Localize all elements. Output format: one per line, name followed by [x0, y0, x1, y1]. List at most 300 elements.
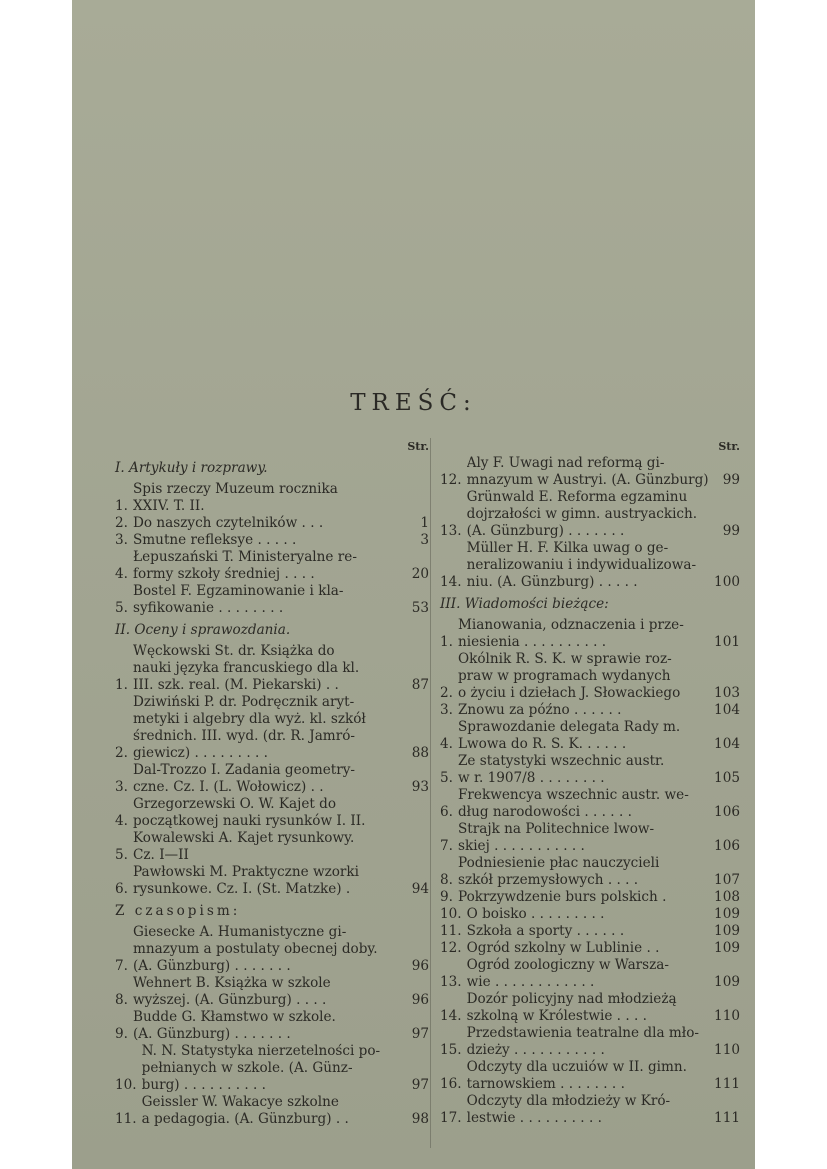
entry-text: Bostel F. Egzaminowanie i kla- — [132, 583, 344, 599]
entry-line — [133, 881, 429, 898]
entry-line — [133, 481, 429, 498]
entry-page-number: 104 — [714, 736, 740, 752]
entry-line — [458, 634, 740, 651]
entry-line — [467, 1025, 740, 1042]
entry-body — [133, 975, 429, 1009]
entry-text: Sprawozdanie delegata Rady m. — [457, 719, 681, 735]
entry-number: 6. — [440, 804, 453, 820]
entry-text: Grzegorzewski O. W. Kajet do — [132, 796, 337, 812]
entry-text: rysunkowe. Cz. I. (St. Matzke) . — [132, 881, 351, 897]
toc-entry — [440, 957, 740, 991]
entry-text: neralizowaniu i indywidualizowa- — [466, 557, 697, 573]
entry-text: tarnowskiem . . . . . . . . — [466, 1076, 625, 1092]
entry-text: Grünwald E. Reforma egzaminu — [466, 489, 688, 505]
entry-body — [133, 583, 429, 617]
entry-text: Ogród szkolny w Lublinie . . — [466, 940, 660, 956]
entry-text: Ze statystyki wszechnic austr. — [457, 753, 665, 769]
entry-number: 9. — [440, 889, 453, 905]
entry-text: Znowu za późno . . . . . . — [457, 702, 622, 718]
entry-body — [467, 991, 740, 1025]
entry-text: Frekwencya wszechnic austr. we- — [457, 787, 689, 803]
toc-entry — [440, 1025, 740, 1059]
entry-line — [467, 489, 740, 506]
entry-number: 7. — [115, 958, 128, 974]
entry-line — [142, 1077, 429, 1094]
document-page — [72, 0, 755, 1169]
entry-page-number: 101 — [714, 634, 740, 650]
entry-line — [458, 804, 740, 821]
entry-page-number: 97 — [411, 1026, 429, 1042]
entry-line — [467, 455, 740, 472]
entry-text: Spis rzeczy Muzeum rocznika — [132, 481, 338, 497]
entry-text: Strajk na Politechnice lwow- — [457, 821, 655, 837]
entry-line — [458, 787, 740, 804]
entry-page-number: 3 — [420, 532, 429, 548]
entry-text: formy szkoły średniej . . . . — [132, 566, 315, 582]
entry-text: Cz. I—II — [132, 847, 189, 863]
entry-line — [467, 574, 740, 591]
entry-line — [142, 1043, 429, 1060]
entry-number: 13. — [440, 974, 462, 990]
entry-page-number: 88 — [411, 745, 429, 761]
entry-text: Dal-Trozzo I. Zadania geometry- — [132, 762, 356, 778]
right-continued-entries — [440, 455, 740, 591]
entry-body — [133, 481, 429, 515]
entry-page-number: 87 — [411, 677, 429, 693]
entry-body — [467, 1093, 740, 1127]
entry-line — [458, 872, 740, 889]
entry-line — [458, 736, 740, 753]
entry-body — [467, 957, 740, 991]
entry-line — [467, 1076, 740, 1093]
entry-line — [467, 974, 740, 991]
entry-page-number: 53 — [411, 600, 429, 616]
entry-number: 14. — [440, 574, 462, 590]
toc-entry — [115, 643, 429, 694]
entry-line — [458, 889, 740, 906]
entry-page-number: 111 — [714, 1110, 740, 1126]
entry-number: 8. — [440, 872, 453, 888]
entry-text: szkolną w Królestwie . . . . — [466, 1008, 647, 1024]
entry-line — [133, 515, 429, 532]
entry-line — [142, 1111, 429, 1128]
toc-entry — [440, 702, 740, 719]
entry-line — [133, 796, 429, 813]
entry-body — [458, 702, 740, 719]
entry-line — [133, 1009, 429, 1026]
entry-page-number: 106 — [714, 804, 740, 820]
entry-body — [458, 889, 740, 906]
toc-entry — [115, 762, 429, 796]
entry-number: 3. — [115, 532, 128, 548]
entry-number: 2. — [440, 685, 453, 701]
toc-entry — [440, 719, 740, 753]
entry-text: burg) . . . . . . . . . . — [141, 1077, 267, 1093]
entry-line — [133, 975, 429, 992]
entry-body — [458, 719, 740, 753]
entry-number: 12. — [440, 472, 462, 488]
entry-line — [467, 923, 740, 940]
entry-body — [142, 1043, 429, 1094]
entry-text: Mianowania, odznaczenia i prze- — [457, 617, 684, 633]
entry-line — [458, 702, 740, 719]
entry-text: dzieży . . . . . . . . . . . — [466, 1042, 605, 1058]
entry-number: 4. — [115, 566, 128, 582]
entry-text: dojrzałości w gimn. austryackich. — [466, 506, 698, 522]
entry-text: Kowalewski A. Kajet rysunkowy. — [132, 830, 355, 846]
entry-body — [458, 753, 740, 787]
entry-text: praw w programach wydanych — [457, 668, 671, 684]
toc-entry — [115, 830, 429, 864]
entry-page-number: 96 — [411, 992, 429, 1008]
entry-body — [133, 1009, 429, 1043]
entry-line — [133, 762, 429, 779]
entry-line — [467, 1093, 740, 1110]
entry-line — [133, 813, 429, 830]
entry-line — [133, 498, 429, 515]
entry-text: mnazyum a postulaty obecnej doby. — [132, 941, 378, 957]
entry-body — [458, 821, 740, 855]
entry-body — [458, 617, 740, 651]
entry-line — [467, 1059, 740, 1076]
entry-number: 15. — [440, 1042, 462, 1058]
entry-number: 5. — [440, 770, 453, 786]
entry-text: giewicz) . . . . . . . . . — [132, 745, 268, 761]
entry-line — [467, 523, 740, 540]
toc-entry — [440, 906, 740, 923]
entry-line — [133, 958, 429, 975]
entry-number: 11. — [440, 923, 462, 939]
entry-body — [133, 515, 429, 532]
toc-entry — [440, 1059, 740, 1093]
page-column-label: Str. — [718, 440, 740, 453]
toc-entry — [115, 515, 429, 532]
left-contents — [115, 460, 429, 1128]
entry-body — [133, 694, 429, 762]
entry-body — [133, 532, 429, 549]
entry-number: 8. — [115, 992, 128, 1008]
entry-body — [467, 923, 740, 940]
entry-line — [133, 600, 429, 617]
entry-text: Odczyty dla młodzieży w Kró- — [466, 1093, 671, 1109]
entry-line — [133, 864, 429, 881]
entry-text: czne. Cz. I. (L. Wołowicz) . . — [132, 779, 324, 795]
entry-page-number: 93 — [411, 779, 429, 795]
entry-body — [133, 549, 429, 583]
entry-text: Łepuszański T. Ministeryalne re- — [132, 549, 357, 565]
entry-page-number: 104 — [714, 702, 740, 718]
entry-page-number: 108 — [714, 889, 740, 905]
entry-body — [467, 540, 740, 591]
entry-line — [133, 779, 429, 796]
entry-line — [458, 719, 740, 736]
entry-line — [133, 566, 429, 583]
entry-text: Aly F. Uwagi nad reformą gi- — [466, 455, 665, 471]
entry-text: metyki i algebry dla wyż. kl. szkół — [132, 711, 366, 727]
entry-number: 4. — [440, 736, 453, 752]
entry-line — [467, 1110, 740, 1127]
entry-page-number: 109 — [714, 974, 740, 990]
entry-line — [458, 651, 740, 668]
entry-line — [133, 941, 429, 958]
entry-line — [467, 1008, 740, 1025]
entry-body — [458, 855, 740, 889]
entry-page-number: 100 — [714, 574, 740, 590]
entry-text: niu. (A. Günzburg) . . . . . — [466, 574, 638, 590]
entry-text: wie . . . . . . . . . . . . — [466, 974, 595, 990]
entry-text: Szkoła a sporty . . . . . . — [466, 923, 625, 939]
entry-text: a pedagogia. (A. Günzburg) . . — [141, 1111, 349, 1127]
entry-body — [133, 643, 429, 694]
entry-body — [458, 651, 740, 702]
entry-page-number: 110 — [714, 1042, 740, 1058]
right-contents — [440, 617, 740, 1127]
entry-text: Przedstawienia teatralne dla mło- — [466, 1025, 699, 1041]
entry-page-number: 109 — [714, 940, 740, 956]
entry-number: 1. — [115, 498, 128, 514]
entry-page-number: 20 — [411, 566, 429, 582]
toc-entry — [440, 940, 740, 957]
entry-line — [458, 770, 740, 787]
entry-line — [133, 830, 429, 847]
entry-number: 12. — [440, 940, 462, 956]
entry-text: Dozór policyjny nad młodzieżą — [466, 991, 677, 1007]
entry-line — [133, 728, 429, 745]
entry-text: wyższej. (A. Günzburg) . . . . — [132, 992, 327, 1008]
toc-entry — [440, 889, 740, 906]
entry-number: 2. — [115, 515, 128, 531]
toc-entry — [440, 991, 740, 1025]
toc-entry — [115, 481, 429, 515]
entry-number: 14. — [440, 1008, 462, 1024]
entry-page-number: 94 — [411, 881, 429, 897]
entry-page-number: 99 — [722, 523, 740, 539]
entry-line — [458, 753, 740, 770]
entry-body — [458, 787, 740, 821]
toc-entry — [115, 532, 429, 549]
entry-number: 10. — [115, 1077, 137, 1093]
entry-body — [133, 762, 429, 796]
entry-text: Odczyty dla uczuiów w II. gimn. — [466, 1059, 687, 1075]
entry-line — [467, 472, 740, 489]
entry-line — [467, 957, 740, 974]
toc-entry — [440, 540, 740, 591]
entry-number: 1. — [115, 677, 128, 693]
toc-entry — [440, 855, 740, 889]
toc-entry — [440, 489, 740, 540]
right-column — [440, 438, 740, 1127]
entry-text: Do naszych czytelników . . . — [132, 515, 324, 531]
entry-body — [467, 1025, 740, 1059]
toc-entry — [115, 1009, 429, 1043]
entry-text: nauki języka francuskiego dla kl. — [132, 660, 360, 676]
entry-text: Dziwiński P. dr. Podręcznik aryt- — [132, 694, 355, 710]
entry-line — [133, 745, 429, 762]
entry-text: Węckowski St. dr. Książka do — [132, 643, 335, 659]
left-column — [115, 438, 429, 1128]
toc-entry — [115, 549, 429, 583]
entry-body — [467, 940, 740, 957]
entry-text: Ogród zoologiczny w Warsza- — [466, 957, 670, 973]
entry-text: Podniesienie płac nauczycieli — [457, 855, 660, 871]
entry-text: Wehnert B. Książka w szkole — [132, 975, 331, 991]
toc-entry — [440, 753, 740, 787]
entry-number: 10. — [440, 906, 462, 922]
entry-page-number: 99 — [722, 472, 740, 488]
toc-entry — [115, 1094, 429, 1128]
entry-text: szkół przemysłowych . . . . — [457, 872, 639, 888]
entry-text: Lwowa do R. S. K. . . . . . — [457, 736, 627, 752]
toc-entry — [440, 1093, 740, 1127]
entry-page-number: 107 — [714, 872, 740, 888]
entry-text: Pawłowski M. Praktyczne wzorki — [132, 864, 360, 880]
entry-text: (A. Günzburg) . . . . . . . — [466, 523, 625, 539]
entry-number: 2. — [115, 745, 128, 761]
entry-text: niesienia . . . . . . . . . . — [457, 634, 607, 650]
entry-page-number: 106 — [714, 838, 740, 854]
entry-line — [133, 660, 429, 677]
toc-entry — [115, 694, 429, 762]
entry-line — [142, 1060, 429, 1077]
entry-line — [467, 940, 740, 957]
entry-number: 11. — [115, 1111, 137, 1127]
entry-page-number: 103 — [714, 685, 740, 701]
entry-line — [458, 838, 740, 855]
entry-line — [458, 685, 740, 702]
toc-entry — [115, 796, 429, 830]
entry-page-number: 110 — [714, 1008, 740, 1024]
entry-line — [458, 668, 740, 685]
entry-body — [142, 1094, 429, 1128]
entry-text: Smutne refleksye . . . . . — [132, 532, 297, 548]
entry-page-number: 111 — [714, 1076, 740, 1092]
entry-text: syfikowanie . . . . . . . . — [132, 600, 284, 616]
entry-line — [458, 821, 740, 838]
entry-text: mnazyum w Austryi. (A. Günzburg) — [466, 472, 709, 488]
entry-number: 16. — [440, 1076, 462, 1092]
entry-text: lestwie . . . . . . . . . . — [466, 1110, 602, 1126]
entry-line — [467, 1042, 740, 1059]
entry-number: 3. — [440, 702, 453, 718]
entry-line — [467, 557, 740, 574]
toc-entry — [440, 923, 740, 940]
entry-line — [133, 1026, 429, 1043]
entry-line — [133, 532, 429, 549]
entry-page-number: 109 — [714, 906, 740, 922]
section-heading: I. Artykuły i rozprawy. — [115, 460, 268, 476]
entry-line — [133, 549, 429, 566]
entry-text: XXIV. T. II. — [132, 498, 205, 514]
entry-page-number: 109 — [714, 923, 740, 939]
entry-number: 5. — [115, 847, 128, 863]
toc-entry — [440, 821, 740, 855]
entry-line — [458, 855, 740, 872]
entry-number: 17. — [440, 1110, 462, 1126]
entry-number: 5. — [115, 600, 128, 616]
entry-line — [467, 540, 740, 557]
entry-line — [467, 506, 740, 523]
toc-entry — [440, 617, 740, 651]
entry-number: 6. — [115, 881, 128, 897]
column-divider — [430, 438, 431, 1148]
toc-entry — [440, 455, 740, 489]
entry-number: 3. — [115, 779, 128, 795]
entry-line — [133, 924, 429, 941]
entry-line — [133, 992, 429, 1009]
entry-body — [467, 1059, 740, 1093]
entry-body — [467, 455, 740, 489]
entry-page-number: 96 — [411, 958, 429, 974]
toc-entry — [115, 583, 429, 617]
entry-text: Müller H. F. Kilka uwag o ge- — [466, 540, 669, 556]
entry-text: Budde G. Kłamstwo w szkole. — [132, 1009, 336, 1025]
entry-body — [467, 489, 740, 540]
entry-text: pełnianych w szkole. (A. Günz- — [141, 1060, 353, 1076]
entry-number: 1. — [440, 634, 453, 650]
toc-entry — [440, 651, 740, 702]
toc-entry — [115, 975, 429, 1009]
page-column-label: Str. — [407, 440, 429, 453]
section-heading: Z czasopism: — [115, 903, 241, 919]
entry-line — [133, 583, 429, 600]
entry-text: o życiu i dziełach J. Słowackiego — [457, 685, 681, 701]
toc-entry — [115, 864, 429, 898]
entry-body — [133, 796, 429, 830]
entry-line — [142, 1094, 429, 1111]
entry-number: 13. — [440, 523, 462, 539]
entry-page-number: 1 — [420, 515, 429, 531]
entry-text: III. szk. real. (M. Piekarski) . . — [132, 677, 339, 693]
entry-text: O boisko . . . . . . . . . — [466, 906, 605, 922]
entry-body — [133, 830, 429, 864]
entry-line — [467, 906, 740, 923]
section-heading: III. Wiadomości bieżące: — [440, 596, 609, 612]
entry-page-number: 105 — [714, 770, 740, 786]
entry-page-number: 97 — [411, 1077, 429, 1093]
entry-line — [133, 847, 429, 864]
entry-line — [133, 643, 429, 660]
section-heading: II. Oceny i sprawozdania. — [115, 622, 291, 638]
entry-number: 4. — [115, 813, 128, 829]
entry-text: skiej . . . . . . . . . . . — [457, 838, 585, 854]
entry-text: początkowej nauki rysunków I. II. — [132, 813, 366, 829]
toc-entry — [440, 787, 740, 821]
entry-number: 7. — [440, 838, 453, 854]
entry-text: Okólnik R. S. K. w sprawie roz- — [457, 651, 672, 667]
entry-text: średnich. III. wyd. (dr. R. Jamró- — [132, 728, 355, 744]
page-title: TREŚĆ: — [350, 390, 477, 416]
toc-entry — [115, 924, 429, 975]
entry-text: Giesecke A. Humanistyczne gi- — [132, 924, 347, 940]
entry-page-number: 98 — [411, 1111, 429, 1127]
entry-text: N. N. Statystyka nierzetelności po- — [141, 1043, 381, 1059]
entry-line — [133, 711, 429, 728]
entry-line — [133, 694, 429, 711]
entry-text: (A. Günzburg) . . . . . . . — [132, 1026, 291, 1042]
entry-text: Geissler W. Wakacye szkolne — [141, 1094, 339, 1110]
entry-text: (A. Günzburg) . . . . . . . — [132, 958, 291, 974]
entry-body — [133, 864, 429, 898]
entry-line — [133, 677, 429, 694]
entry-text: w r. 1907/8 . . . . . . . . — [457, 770, 605, 786]
entry-text: dług narodowości . . . . . . — [457, 804, 632, 820]
toc-entry — [115, 1043, 429, 1094]
entry-body — [467, 906, 740, 923]
entry-body — [133, 924, 429, 975]
entry-text: Pokrzywdzenie burs polskich . — [457, 889, 667, 905]
entry-line — [458, 617, 740, 634]
entry-number: 9. — [115, 1026, 128, 1042]
